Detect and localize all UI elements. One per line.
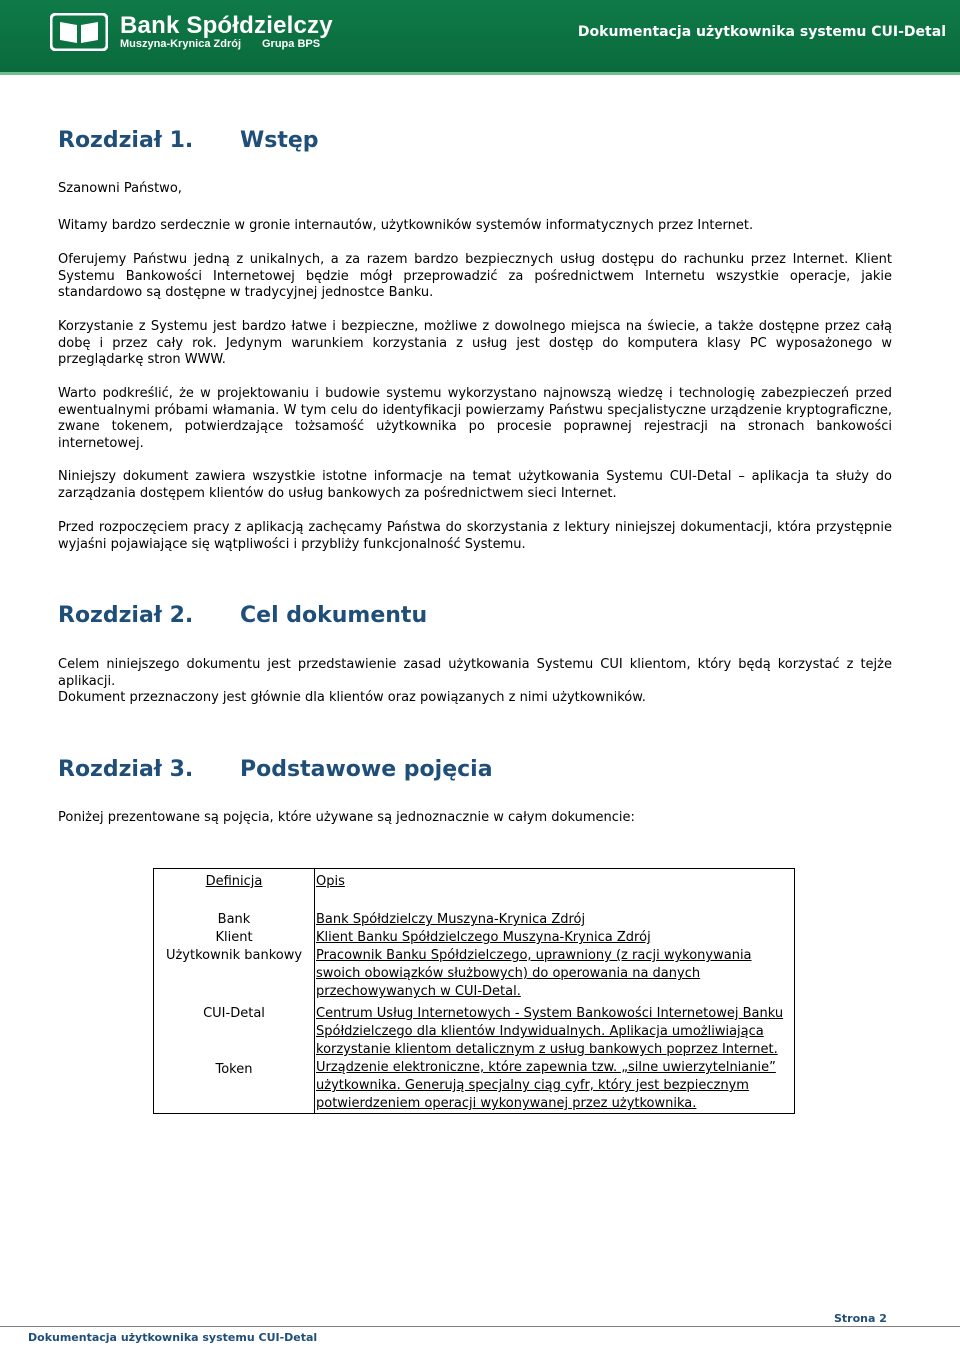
chapter-title: Cel dokumentu (240, 603, 428, 628)
chapter-number: Rozdział 3. (58, 757, 194, 782)
paragraph: Niniejszy dokument zawiera wszystkie istotne informacje na temat użytkowania Systemu CUI-Detal – aplikacja ta służy do zarządzania dostępem klientów do usług bankowych za pośrednictwem sieci Internet. (58, 469, 892, 501)
paragraph: Warto podkreślić, że w projektowaniu i budowie systemu wykorzystano najnowszą wiedzę i technologię zabezpieczeń przed ewentualnymi próbami włamania. W tym celu do identyfikacji powierzamy Państwu specjalistyczne urządzenie kryptograficzne, zwane tokenem, potwierdzające tożsamość użytkownika po procesie poprawnej rejestracji na stronach bankowości internetowej. (58, 386, 892, 451)
bank-group: Grupa BPS (262, 38, 321, 50)
column-header-desc: Opis (315, 869, 795, 900)
paragraph: Celem niniejszego dokumentu jest przedstawienie zasad użytkowania Systemu CUI klientom, który będą korzystać z tejże aplikacji. (58, 657, 892, 689)
term-cell: Bank (154, 911, 315, 929)
table-row (154, 947, 795, 1001)
chapter-3-heading (58, 757, 493, 782)
column-header-term: Definicja (154, 869, 315, 900)
paragraph: Witamy bardzo serdecznie w gronie internautów, użytkowników systemów informatycznych przez Internet. (58, 218, 754, 233)
chapter-title: Wstęp (240, 128, 319, 153)
desc-cell: Bank Spółdzielczy Muszyna-Krynica Zdrój (315, 911, 795, 929)
desc-cell: Klient Banku Spółdzielczego Muszyna-Krynica Zdrój (315, 929, 795, 947)
chapter-2-heading (58, 603, 428, 628)
desc-cell: Centrum Usług Internetowych - System Bankowości Internetowej Banku Spółdzielczego dla klientów Indywidualnych. Aplikacja umożliwiająca korzystanie klientom detalicznym z usług bankowych poprzez Internet. (315, 1005, 795, 1059)
salutation: Szanowni Państwo, (58, 181, 182, 196)
term-cell: Token (154, 1059, 315, 1114)
chapter-number: Rozdział 1. (58, 128, 194, 153)
table-row (154, 1005, 795, 1059)
chapter-1-heading (58, 128, 319, 153)
table-row (154, 929, 795, 947)
term-cell: Użytkownik bankowy (154, 947, 315, 1001)
term-cell: CUI-Detal (154, 1005, 315, 1059)
bank-logo-icon (50, 13, 108, 51)
paragraph: Poniżej prezentowane są pojęcia, które używane są jednoznacznie w całym dokumencie: (58, 810, 635, 825)
paragraph: Korzystanie z Systemu jest bardzo łatwe i bezpieczne, możliwe z dowolnego miejsca na świecie, a także dostępne przez całą dobę i przez cały rok. Jedynym warunkiem korzystania z usług jest dostęp do komputera klasy PC wyposażonego w przeglądarkę stron WWW. (58, 319, 892, 368)
paragraph: Dokument przeznaczony jest głównie dla klientów oraz powiązanych z nimi użytkowników. (58, 690, 646, 705)
term-cell: Klient (154, 929, 315, 947)
chapter-title: Podstawowe pojęcia (240, 757, 493, 782)
chapter-number: Rozdział 2. (58, 603, 194, 628)
page-number: Strona 2 (834, 1312, 887, 1325)
table-header-row (154, 869, 795, 900)
header-doc-title: Dokumentacja użytkownika systemu CUI-Detal (577, 24, 946, 40)
page-header (0, 0, 960, 75)
footer-divider (0, 1326, 960, 1327)
table-row (154, 1059, 795, 1114)
bank-location: Muszyna-Krynica Zdrój (120, 38, 242, 50)
desc-cell: Urządzenie elektroniczne, które zapewnia tzw. „silne uwierzytelnianie” użytkownika. Generują specjalny ciąg cyfr, który jest bezpiecznym potwierdzeniem operacji wykonywanej przez użytkownika. (315, 1059, 795, 1114)
paragraph: Oferujemy Państwu jedną z unikalnych, a za razem bardzo bezpiecznych usług dostępu do rachunku przez Internet. Klient Systemu Bankowości Internetowej będzie mógł przeprowadzić za pośrednictwem Internetu wszystkie operacje, jakie standardowo są dostępne w tradycyjnej jednostce Banku. (58, 252, 892, 301)
definitions-table (153, 868, 795, 1114)
footer-doc-title: Dokumentacja użytkownika systemu CUI-Detal (28, 1331, 318, 1344)
table-row (154, 911, 795, 929)
paragraph: Przed rozpoczęciem pracy z aplikacją zachęcamy Państwa do skorzystania z lektury niniejszej dokumentacji, która przystępnie wyjaśni pojawiające się wątpliwości i przybliży funkcjonalność Systemu. (58, 520, 892, 552)
bank-name: Bank Spółdzielczy (120, 12, 333, 39)
desc-cell: Pracownik Banku Spółdzielczego, uprawniony (z racji wykonywania swoich obowiązków służbowych) do operowania na danych przechowywanych w CUI-Detal. (315, 947, 795, 1001)
